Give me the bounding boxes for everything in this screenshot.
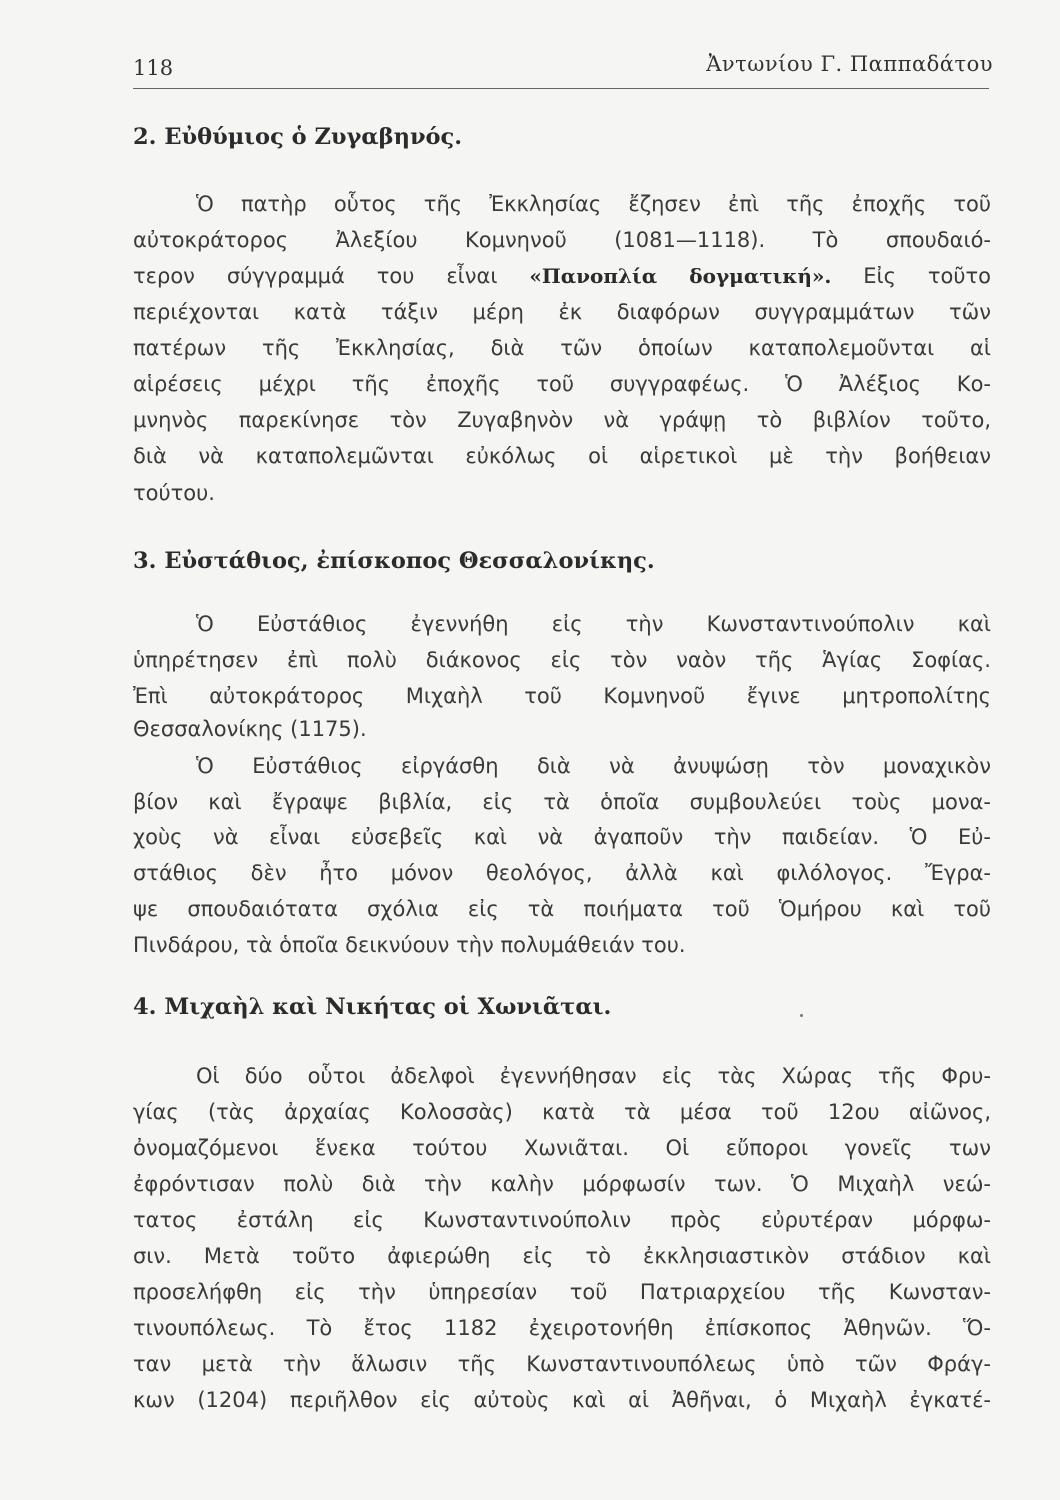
paragraph-line xyxy=(133,262,991,292)
paragraph-line: τούτου. xyxy=(133,481,215,505)
paragraph-line: ἐφρόντισαν πολὺ διὰ τὴν καλὴν μόρφωσίν των. Ὁ Μιχαὴλ νεώ- xyxy=(133,1172,991,1196)
paragraph-line: στάθιος δὲν ἦτο μόνον θεολόγος, ἀλλὰ καὶ φιλόλογος. Ἔγρα- xyxy=(133,861,991,885)
text-run: τερον σύγγραμμά του εἶναι xyxy=(133,264,530,288)
text-run: Εἰς τοῦτο xyxy=(831,264,991,288)
page-number: 118 xyxy=(133,56,174,80)
paragraph-line: Πινδάρου, τὰ ὁποῖα δεικνύουν τὴν πολυμάθειάν του. xyxy=(133,933,686,957)
paragraph-line: ψε σπουδαιότατα σχόλια εἰς τὰ ποιήματα τοῦ Ὁμήρου καὶ τοῦ xyxy=(133,897,991,921)
paragraph-line: περιέχονται κατὰ τάξιν μέρη ἐκ διαφόρων συγγραμμάτων τῶν xyxy=(133,300,991,324)
paragraph-line: αὐτοκράτορος Ἀλεξίου Κομνηνοῦ (1081—1118). Τὸ σπουδαιό- xyxy=(133,228,991,252)
paragraph-line: ὑπηρέτησεν ἐπὶ πολὺ διάκονος εἰς τὸν ναὸν τῆς Ἁγίας Σοφίας. xyxy=(133,648,991,672)
paragraph-line: Ἐπὶ αὐτοκράτορος Μιχαὴλ τοῦ Κομνηνοῦ ἔγινε μητροπολίτης xyxy=(133,684,991,708)
paragraph-line: προσελήφθη εἰς τὴν ὑπηρεσίαν τοῦ Πατριαρχείου τῆς Κωνσταν- xyxy=(133,1280,991,1304)
paragraph-line: κων (1204) περιῆλθον εἰς αὐτοὺς καὶ αἱ Ἀθῆναι, ὁ Μιχαὴλ ἐγκατέ- xyxy=(133,1388,991,1412)
paragraph-line: ταν μετὰ τὴν ἅλωσιν τῆς Κωνσταντινουπόλεως ὑπὸ τῶν Φράγ- xyxy=(133,1352,991,1376)
paragraph-line: μνηνὸς παρεκίνησε τὸν Ζυγαβηνὸν νὰ γράψῃ τὸ βιβλίον τοῦτο, xyxy=(133,408,991,432)
paragraph-line: Οἱ δύο οὗτοι ἀδελφοὶ ἐγεννήθησαν εἰς τὰς Χώρας τῆς Φρυ- xyxy=(196,1064,991,1088)
paragraph-line: Θεσσαλονίκης (1175). xyxy=(133,717,367,741)
paragraph-line: σιν. Μετὰ τοῦτο ἀφιερώθη εἰς τὸ ἐκκλησιαστικὸν στάδιον καὶ xyxy=(133,1244,991,1268)
running-head xyxy=(133,48,993,88)
header-rule xyxy=(133,88,989,89)
running-head-author: Ἀντωνίου Γ. Παππαδάτου xyxy=(706,52,993,76)
paragraph-line: διὰ νὰ καταπολεμῶνται εὐκόλως οἱ αἱρετικοὶ μὲ τὴν βοήθειαν xyxy=(133,444,991,468)
paragraph-line: γίας (τὰς ἀρχαίας Κολοσσὰς) κατὰ τὰ μέσα τοῦ 12ου αἰῶνος, xyxy=(133,1100,991,1124)
paragraph-line: Ὁ Εὐστάθιος ἐγεννήθη εἰς τὴν Κωνσταντινούπολιν καὶ xyxy=(196,612,991,636)
paragraph-line: πατέρων τῆς Ἐκκλησίας, διὰ τῶν ὁποίων καταπολεμοῦνται αἱ xyxy=(133,336,991,360)
paragraph-line: τατος ἐστάλη εἰς Κωνσταντινούπολιν πρὸς εὐρυτέραν μόρφω- xyxy=(133,1208,991,1232)
section-heading-eustathios: 3. Εὐστάθιος, ἐπίσκοπος Θεσσαλονίκης. xyxy=(133,548,655,574)
paragraph-line: Ὁ Εὐστάθιος εἰργάσθη διὰ νὰ ἀνυψώσῃ τὸν μοναχικὸν xyxy=(196,754,991,778)
paragraph-line: ὀνομαζόμενοι ἕνεκα τούτου Χωνιᾶται. Οἱ εὔποροι γονεῖς των xyxy=(133,1136,991,1160)
paragraph-line: αἱρέσεις μέχρι τῆς ἐποχῆς τοῦ συγγραφέως. Ὁ Ἀλέξιος Κο- xyxy=(133,372,991,396)
paragraph-line: τινουπόλεως. Τὸ ἔτος 1182 ἐχειροτονήθη ἐπίσκοπος Ἀθηνῶν. Ὅ- xyxy=(133,1316,991,1340)
paragraph-line: Ὁ πατὴρ οὗτος τῆς Ἐκκλησίας ἔζησεν ἐπὶ τῆς ἐποχῆς τοῦ xyxy=(196,192,991,216)
section-heading-choniates: 4. Μιχαὴλ καὶ Νικήτας οἱ Χωνιᾶται. xyxy=(133,994,612,1020)
paragraph-line: βίον καὶ ἔγραψε βιβλία, εἰς τὰ ὁποῖα συμβουλεύει τοὺς μονα- xyxy=(133,790,991,814)
section-heading-euthymios: 2. Εὐθύμιος ὁ Ζυγαβηνός. xyxy=(133,124,463,150)
work-title: «Πανοπλία δογματική». xyxy=(529,264,832,288)
paragraph-line: χοὺς νὰ εἶναι εὐσεβεῖς καὶ νὰ ἀγαποῦν τὴν παιδείαν. Ὁ Εὐ- xyxy=(133,825,991,849)
print-speck xyxy=(800,1014,803,1017)
